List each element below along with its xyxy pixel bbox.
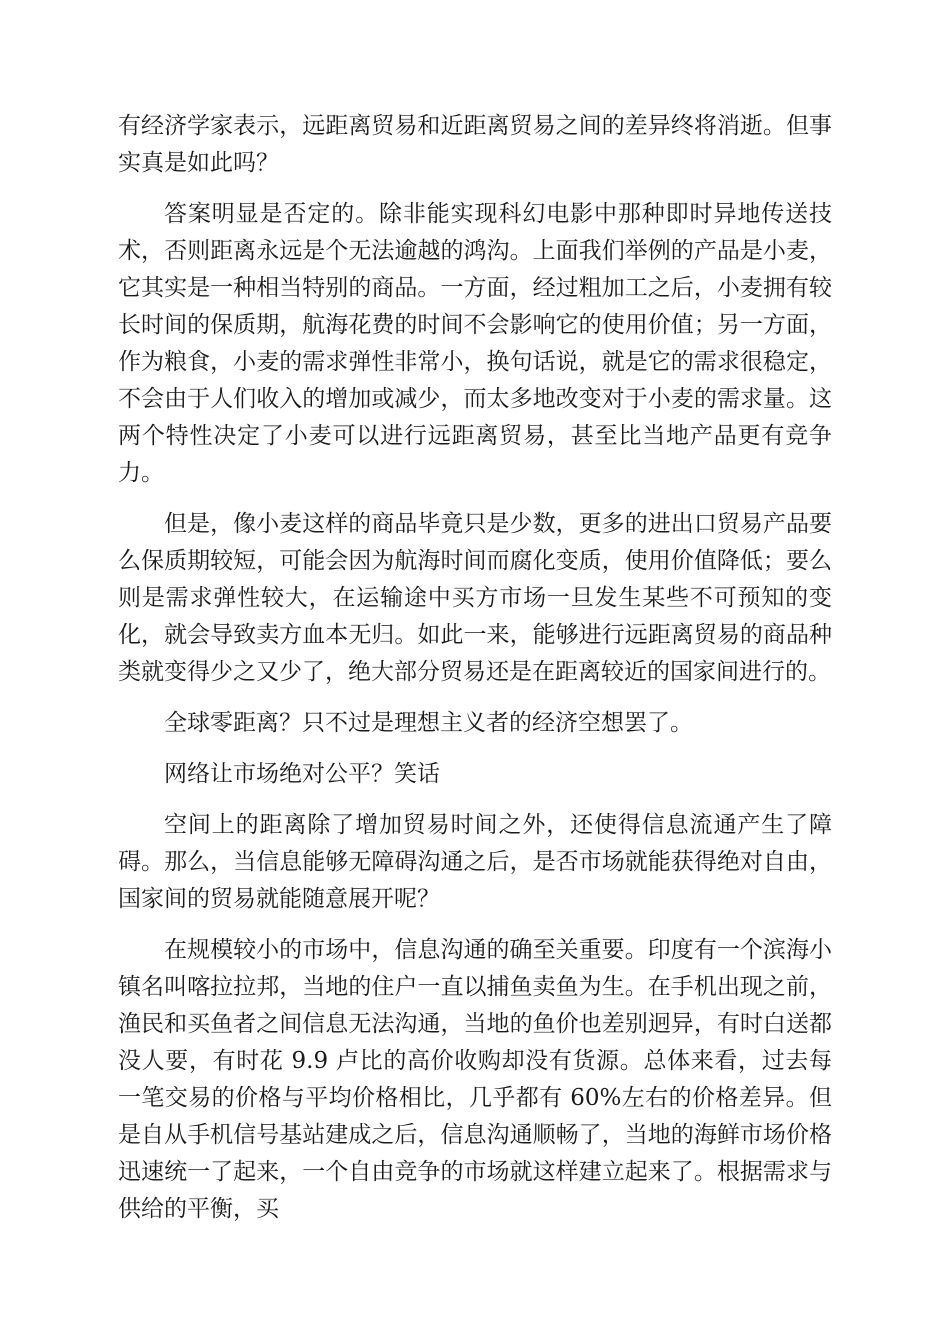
section-heading: 网络让市场绝对公平？笑话 [164, 761, 440, 787]
paragraph-6: 空间上的距离除了增加贸易时间之外，还使得信息流通产生了障碍。那么，当信息能够无障碍沟通之后，是否市场就能获得绝对自由，国家间的贸易就能随意展开呢？ [118, 812, 832, 912]
paragraph-2: 答案明显是否定的。除非能实现科幻电影中那种即时异地传送技术，否则距离永远是个无法逾越的鸿沟。上面我们举例的产品是小麦，它其实是一种相当特别的商品。一方面，经过粗加工之后，小麦拥有较长时间的保质期，航海花费的时间不会影响它的使用价值；另一方面，作为粮食，小麦的需求弹性非常小，换句话说，就是它的需求很稳定，不会由于人们收入的增加或减少，而太多地改变对于小麦的需求量。这两个特性决定了小麦可以进行远距离贸易，甚至比当地产品更有竞争力。 [118, 201, 832, 486]
paragraph-7: 在规模较小的市场中，信息沟通的确至关重要。印度有一个滨海小镇名叫喀拉拉邦，当地的住户一直以捕鱼卖鱼为生。在手机出现之前，渔民和买鱼者之间信息无法沟通，当地的鱼价也差别迥异，有时白送都没人要，有时花 9.9 卢比的高价收购却没有货源。总体来看，过去每一笔交易的价格与平均价格相比，几乎都有 60%左右的价格差异。但是自从手机信号基站建成之后，信息沟通顺畅了，当地的海鲜市场价格迅速统一了起来，一个自由竞争的市场就这样建立起来了。根据需求与供给的平衡，买 [118, 937, 832, 1222]
paragraph-1: 有经济学家表示，远距离贸易和近距离贸易之间的差异终将消逝。但事实真是如此吗？ [118, 113, 832, 176]
paragraph-4: 全球零距离？只不过是理想主义者的经济空想罢了。 [164, 710, 693, 736]
paragraph-3: 但是，像小麦这样的商品毕竟只是少数，更多的进出口贸易产品要么保质期较短，可能会因为航海时间而腐化变质，使用价值降低；要么则是需求弹性较大，在运输途中买方市场一旦发生某些不可预知的变化，就会导致卖方血本无归。如此一来，能够进行远距离贸易的商品种类就变得少之又少了，绝大部分贸易还是在距离较近的国家间进行的。 [118, 511, 832, 685]
